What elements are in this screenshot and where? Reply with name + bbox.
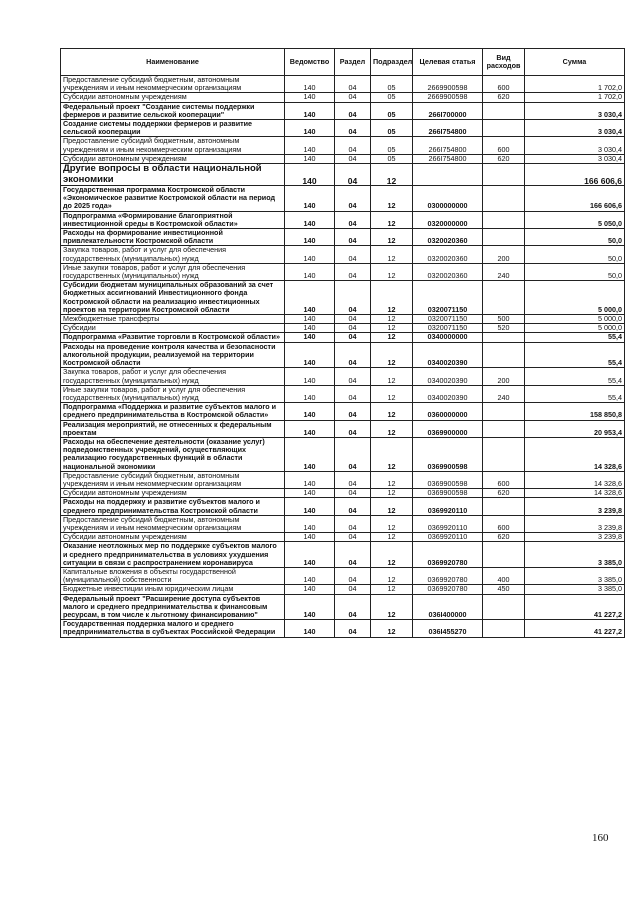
cell-name: Расходы на формирование инвестиционной привлекательности Костромской области <box>61 229 285 246</box>
cell-razdel: 04 <box>335 263 371 280</box>
cell-summa: 158 850,8 <box>525 403 625 420</box>
cell-razdel: 04 <box>335 489 371 498</box>
cell-podrazdel: 05 <box>371 120 413 137</box>
cell-name: Предоставление субсидий бюджетным, автономным учреждениям и иным некоммерческим организациям <box>61 137 285 154</box>
cell-vid <box>483 211 525 228</box>
cell-name: Предоставление субсидий бюджетным, автономным учреждениям и иным некоммерческим организациям <box>61 515 285 532</box>
column-header-podrazdel: Подраздел <box>371 49 413 76</box>
cell-razdel: 04 <box>335 102 371 119</box>
cell-summa: 1 702,0 <box>525 93 625 102</box>
table-row <box>61 585 625 594</box>
cell-statya: 036I400000 <box>413 594 483 620</box>
cell-summa: 5 050,0 <box>525 211 625 228</box>
cell-ved: 140 <box>285 498 335 515</box>
cell-name: Подпрограмма «Поддержка и развитие субъектов малого и среднего предпринимательства в Костромской области» <box>61 403 285 420</box>
cell-razdel: 04 <box>335 164 371 186</box>
cell-vid: 450 <box>483 585 525 594</box>
cell-podrazdel: 12 <box>371 567 413 584</box>
cell-vid <box>483 420 525 437</box>
cell-ved: 140 <box>285 76 335 93</box>
cell-podrazdel: 12 <box>371 420 413 437</box>
cell-name: Расходы на поддержку и развитие субъектов малого и среднего предпринимательства Костромской области <box>61 498 285 515</box>
cell-name: Субсидии автономным учреждениям <box>61 154 285 163</box>
cell-ved: 140 <box>285 154 335 163</box>
table-header <box>61 49 625 76</box>
cell-vid: 620 <box>483 489 525 498</box>
cell-statya: 0320000000 <box>413 211 483 228</box>
column-header-statya: Целевая статья <box>413 49 483 76</box>
cell-vid: 240 <box>483 385 525 402</box>
cell-podrazdel: 12 <box>371 385 413 402</box>
cell-statya: 0369900598 <box>413 471 483 488</box>
cell-razdel: 04 <box>335 471 371 488</box>
cell-vid <box>483 594 525 620</box>
cell-ved: 140 <box>285 403 335 420</box>
table-row <box>61 93 625 102</box>
table-row <box>61 315 625 324</box>
table-row <box>61 342 625 368</box>
cell-podrazdel: 12 <box>371 498 413 515</box>
cell-podrazdel: 12 <box>371 315 413 324</box>
cell-summa: 3 239,8 <box>525 533 625 542</box>
cell-razdel: 04 <box>335 515 371 532</box>
table-row <box>61 620 625 637</box>
table-row <box>61 137 625 154</box>
cell-podrazdel: 12 <box>371 594 413 620</box>
cell-podrazdel: 12 <box>371 342 413 368</box>
cell-podrazdel: 12 <box>371 585 413 594</box>
cell-ved: 140 <box>285 120 335 137</box>
cell-name: Субсидии автономным учреждениям <box>61 93 285 102</box>
cell-ved: 140 <box>285 620 335 637</box>
cell-podrazdel: 05 <box>371 154 413 163</box>
cell-podrazdel: 12 <box>371 620 413 637</box>
cell-summa: 14 328,6 <box>525 489 625 498</box>
cell-razdel: 04 <box>335 420 371 437</box>
cell-name: Субсидии <box>61 324 285 333</box>
cell-statya: 0369920110 <box>413 515 483 532</box>
cell-podrazdel: 05 <box>371 102 413 119</box>
cell-statya: 0369900000 <box>413 420 483 437</box>
cell-statya: 0340000000 <box>413 333 483 342</box>
column-header-razdel: Раздел <box>335 49 371 76</box>
cell-ved: 140 <box>285 515 335 532</box>
cell-name: Иные закупки товаров, работ и услуг для обеспечения государственных (муниципальных) нужд <box>61 263 285 280</box>
cell-podrazdel: 12 <box>371 533 413 542</box>
cell-name: Расходы на проведение контроля качества и безопасности алкогольной продукции, реализуемой на территории Костромской области <box>61 342 285 368</box>
cell-statya: 0369920780 <box>413 567 483 584</box>
cell-summa: 14 328,6 <box>525 437 625 471</box>
cell-name: Предоставление субсидий бюджетным, автономным учреждениям и иным некоммерческим организациям <box>61 76 285 93</box>
column-header-vedomstvo: Ведомство <box>285 49 335 76</box>
table-row <box>61 403 625 420</box>
table-row <box>61 76 625 93</box>
cell-ved: 140 <box>285 567 335 584</box>
cell-razdel: 04 <box>335 342 371 368</box>
cell-vid: 600 <box>483 515 525 532</box>
cell-summa: 3 385,0 <box>525 542 625 568</box>
cell-vid <box>483 542 525 568</box>
cell-razdel: 04 <box>335 498 371 515</box>
cell-ved: 140 <box>285 246 335 263</box>
cell-name: Закупка товаров, работ и услуг для обеспечения государственных (муниципальных) нужд <box>61 368 285 385</box>
table-row <box>61 515 625 532</box>
cell-summa: 50,0 <box>525 229 625 246</box>
cell-summa: 1 702,0 <box>525 76 625 93</box>
table-body <box>61 76 625 638</box>
cell-razdel: 04 <box>335 76 371 93</box>
cell-statya: 2669900598 <box>413 76 483 93</box>
cell-razdel: 04 <box>335 324 371 333</box>
cell-statya: 0320071150 <box>413 324 483 333</box>
cell-name: Реализация мероприятий, не отнесенных к федеральным проектам <box>61 420 285 437</box>
cell-podrazdel: 12 <box>371 333 413 342</box>
cell-name: Подпрограмма «Развитие торговли в Костромской области» <box>61 333 285 342</box>
cell-podrazdel: 12 <box>371 437 413 471</box>
table-row <box>61 164 625 186</box>
cell-vid <box>483 120 525 137</box>
cell-razdel: 04 <box>335 315 371 324</box>
cell-vid <box>483 620 525 637</box>
cell-summa: 55,4 <box>525 385 625 402</box>
cell-summa: 3 385,0 <box>525 567 625 584</box>
cell-name: Иные закупки товаров, работ и услуг для обеспечения государственных (муниципальных) нужд <box>61 385 285 402</box>
table-row <box>61 211 625 228</box>
cell-podrazdel: 05 <box>371 137 413 154</box>
cell-ved: 140 <box>285 281 335 315</box>
cell-podrazdel: 12 <box>371 263 413 280</box>
table-row <box>61 281 625 315</box>
cell-vid <box>483 403 525 420</box>
cell-statya: 0320020360 <box>413 229 483 246</box>
table-row <box>61 471 625 488</box>
cell-summa: 3 239,8 <box>525 498 625 515</box>
cell-summa: 5 000,0 <box>525 324 625 333</box>
cell-ved: 140 <box>285 333 335 342</box>
cell-ved: 140 <box>285 437 335 471</box>
cell-vid <box>483 333 525 342</box>
cell-razdel: 04 <box>335 137 371 154</box>
cell-summa: 3 030,4 <box>525 154 625 163</box>
cell-vid: 240 <box>483 263 525 280</box>
cell-ved: 140 <box>285 102 335 119</box>
cell-statya: 0369900598 <box>413 489 483 498</box>
cell-razdel: 04 <box>335 154 371 163</box>
cell-name: Федеральный проект "Создание системы поддержки фермеров и развитие сельской кооперации" <box>61 102 285 119</box>
cell-name: Оказание неотложных мер по поддержке субъектов малого и среднего предпринимательства в условиях ухудшения ситуации в связи с распространением коронавируса <box>61 542 285 568</box>
cell-name: Межбюджетные трансферты <box>61 315 285 324</box>
cell-summa: 3 385,0 <box>525 585 625 594</box>
cell-vid <box>483 229 525 246</box>
cell-name: Субсидии автономным учреждениям <box>61 489 285 498</box>
table-row <box>61 420 625 437</box>
cell-podrazdel: 12 <box>371 368 413 385</box>
cell-vid <box>483 498 525 515</box>
cell-statya: 036I455270 <box>413 620 483 637</box>
budget-table-sheet <box>60 48 624 638</box>
cell-vid <box>483 164 525 186</box>
cell-name: Создание системы поддержки фермеров и развитие сельской кооперации <box>61 120 285 137</box>
cell-podrazdel: 05 <box>371 93 413 102</box>
cell-vid: 520 <box>483 324 525 333</box>
page-number: 160 <box>592 832 609 844</box>
column-header-summa: Сумма <box>525 49 625 76</box>
cell-ved: 140 <box>285 489 335 498</box>
cell-ved: 140 <box>285 229 335 246</box>
cell-statya: 266I754800 <box>413 154 483 163</box>
cell-summa: 50,0 <box>525 263 625 280</box>
cell-summa: 55,4 <box>525 368 625 385</box>
cell-name: Государственная поддержка малого и среднего предпринимательства в субъектах Российской Федерации <box>61 620 285 637</box>
cell-razdel: 04 <box>335 368 371 385</box>
cell-name: Капитальные вложения в объекты государственной (муниципальной) собственности <box>61 567 285 584</box>
cell-statya: 0340020390 <box>413 342 483 368</box>
table-row <box>61 437 625 471</box>
cell-statya: 0369920110 <box>413 533 483 542</box>
cell-razdel: 04 <box>335 385 371 402</box>
cell-vid <box>483 342 525 368</box>
cell-ved: 140 <box>285 533 335 542</box>
cell-razdel: 04 <box>335 620 371 637</box>
cell-ved: 140 <box>285 385 335 402</box>
cell-razdel: 04 <box>335 93 371 102</box>
cell-razdel: 04 <box>335 403 371 420</box>
column-header-vid: Вид расходов <box>483 49 525 76</box>
cell-statya: 0320020360 <box>413 263 483 280</box>
cell-podrazdel: 12 <box>371 515 413 532</box>
cell-summa: 3 239,8 <box>525 515 625 532</box>
table-row <box>61 385 625 402</box>
cell-name: Расходы на обеспечение деятельности (оказание услуг) подведомственных учреждений, осуществляющих реализацию государственных функций в области национальной экономики <box>61 437 285 471</box>
table-row <box>61 567 625 584</box>
cell-podrazdel: 12 <box>371 281 413 315</box>
cell-statya: 0369920110 <box>413 498 483 515</box>
cell-vid: 400 <box>483 567 525 584</box>
budget-table <box>60 48 625 638</box>
cell-ved: 140 <box>285 315 335 324</box>
cell-podrazdel: 12 <box>371 403 413 420</box>
cell-statya: 266I754800 <box>413 120 483 137</box>
cell-ved: 140 <box>285 594 335 620</box>
cell-vid: 620 <box>483 154 525 163</box>
table-row <box>61 120 625 137</box>
cell-name: Государственная программа Костромской области «Экономическое развитие Костромской области на период до 2025 года» <box>61 186 285 212</box>
cell-statya: 0369900598 <box>413 437 483 471</box>
table-row <box>61 186 625 212</box>
cell-podrazdel: 12 <box>371 246 413 263</box>
cell-ved: 140 <box>285 263 335 280</box>
cell-ved: 140 <box>285 585 335 594</box>
cell-vid: 200 <box>483 368 525 385</box>
cell-razdel: 04 <box>335 246 371 263</box>
table-row <box>61 263 625 280</box>
cell-name: Подпрограмма «Формирование благоприятной инвестиционной среды в Костромской области» <box>61 211 285 228</box>
cell-vid <box>483 102 525 119</box>
cell-statya: 0360000000 <box>413 403 483 420</box>
cell-podrazdel: 12 <box>371 186 413 212</box>
cell-razdel: 04 <box>335 186 371 212</box>
cell-statya: 0369920780 <box>413 585 483 594</box>
cell-summa: 3 030,4 <box>525 102 625 119</box>
cell-podrazdel: 12 <box>371 164 413 186</box>
cell-vid: 200 <box>483 246 525 263</box>
cell-vid: 600 <box>483 137 525 154</box>
cell-ved: 140 <box>285 93 335 102</box>
cell-statya: 0340020390 <box>413 368 483 385</box>
cell-summa: 166 606,6 <box>525 164 625 186</box>
cell-statya: 0320020360 <box>413 246 483 263</box>
cell-summa: 166 606,6 <box>525 186 625 212</box>
cell-summa: 5 000,0 <box>525 315 625 324</box>
cell-ved: 140 <box>285 542 335 568</box>
table-row <box>61 368 625 385</box>
cell-statya: 0300000000 <box>413 186 483 212</box>
cell-statya <box>413 164 483 186</box>
cell-name: Федеральный проект "Расширение доступа субъектов малого и среднего предпринимательства к финансовым ресурсам, в том числе к льготному финансированию" <box>61 594 285 620</box>
cell-summa: 5 000,0 <box>525 281 625 315</box>
table-row <box>61 246 625 263</box>
cell-ved: 140 <box>285 471 335 488</box>
cell-summa: 41 227,2 <box>525 620 625 637</box>
table-row <box>61 542 625 568</box>
cell-name: Другие вопросы в области национальной экономики <box>61 164 285 186</box>
cell-ved: 140 <box>285 186 335 212</box>
cell-summa: 14 328,6 <box>525 471 625 488</box>
table-row <box>61 102 625 119</box>
cell-vid <box>483 186 525 212</box>
cell-razdel: 04 <box>335 567 371 584</box>
cell-name: Субсидии бюджетам муниципальных образований за счет бюджетных ассигнований Инвестиционного фонда Костромской области на реализацию инвестиционных проектов на территории Костромской области <box>61 281 285 315</box>
cell-vid: 500 <box>483 315 525 324</box>
table-row <box>61 333 625 342</box>
cell-ved: 140 <box>285 368 335 385</box>
cell-razdel: 04 <box>335 533 371 542</box>
cell-statya: 0320071150 <box>413 315 483 324</box>
cell-name: Закупка товаров, работ и услуг для обеспечения государственных (муниципальных) нужд <box>61 246 285 263</box>
cell-ved: 140 <box>285 342 335 368</box>
cell-podrazdel: 12 <box>371 229 413 246</box>
cell-summa: 41 227,2 <box>525 594 625 620</box>
cell-statya: 266I700000 <box>413 102 483 119</box>
cell-podrazdel: 12 <box>371 542 413 568</box>
cell-summa: 55,4 <box>525 333 625 342</box>
column-header-name: Наименование <box>61 49 285 76</box>
cell-razdel: 04 <box>335 229 371 246</box>
cell-razdel: 04 <box>335 120 371 137</box>
cell-razdel: 04 <box>335 333 371 342</box>
cell-razdel: 04 <box>335 281 371 315</box>
cell-vid: 600 <box>483 471 525 488</box>
cell-statya: 2669900598 <box>413 93 483 102</box>
cell-vid: 600 <box>483 76 525 93</box>
cell-statya: 0340020390 <box>413 385 483 402</box>
cell-statya: 0320071150 <box>413 281 483 315</box>
cell-podrazdel: 05 <box>371 76 413 93</box>
cell-summa: 55,4 <box>525 342 625 368</box>
cell-statya: 0369920780 <box>413 542 483 568</box>
table-row <box>61 498 625 515</box>
cell-ved: 140 <box>285 324 335 333</box>
cell-razdel: 04 <box>335 211 371 228</box>
cell-vid <box>483 281 525 315</box>
cell-ved: 140 <box>285 164 335 186</box>
cell-razdel: 04 <box>335 585 371 594</box>
cell-name: Предоставление субсидий бюджетным, автономным учреждениям и иным некоммерческим организациям <box>61 471 285 488</box>
cell-statya: 266I754800 <box>413 137 483 154</box>
cell-ved: 140 <box>285 211 335 228</box>
cell-summa: 50,0 <box>525 246 625 263</box>
cell-summa: 3 030,4 <box>525 120 625 137</box>
cell-vid: 620 <box>483 533 525 542</box>
cell-razdel: 04 <box>335 594 371 620</box>
cell-ved: 140 <box>285 137 335 154</box>
cell-podrazdel: 12 <box>371 489 413 498</box>
cell-vid <box>483 437 525 471</box>
cell-razdel: 04 <box>335 542 371 568</box>
cell-ved: 140 <box>285 420 335 437</box>
cell-vid: 620 <box>483 93 525 102</box>
cell-summa: 3 030,4 <box>525 137 625 154</box>
table-row <box>61 594 625 620</box>
cell-podrazdel: 12 <box>371 471 413 488</box>
cell-name: Бюджетные инвестиции иным юридическим лицам <box>61 585 285 594</box>
cell-name: Субсидии автономным учреждениям <box>61 533 285 542</box>
cell-podrazdel: 12 <box>371 324 413 333</box>
cell-summa: 20 953,4 <box>525 420 625 437</box>
cell-podrazdel: 12 <box>371 211 413 228</box>
cell-razdel: 04 <box>335 437 371 471</box>
table-row <box>61 229 625 246</box>
